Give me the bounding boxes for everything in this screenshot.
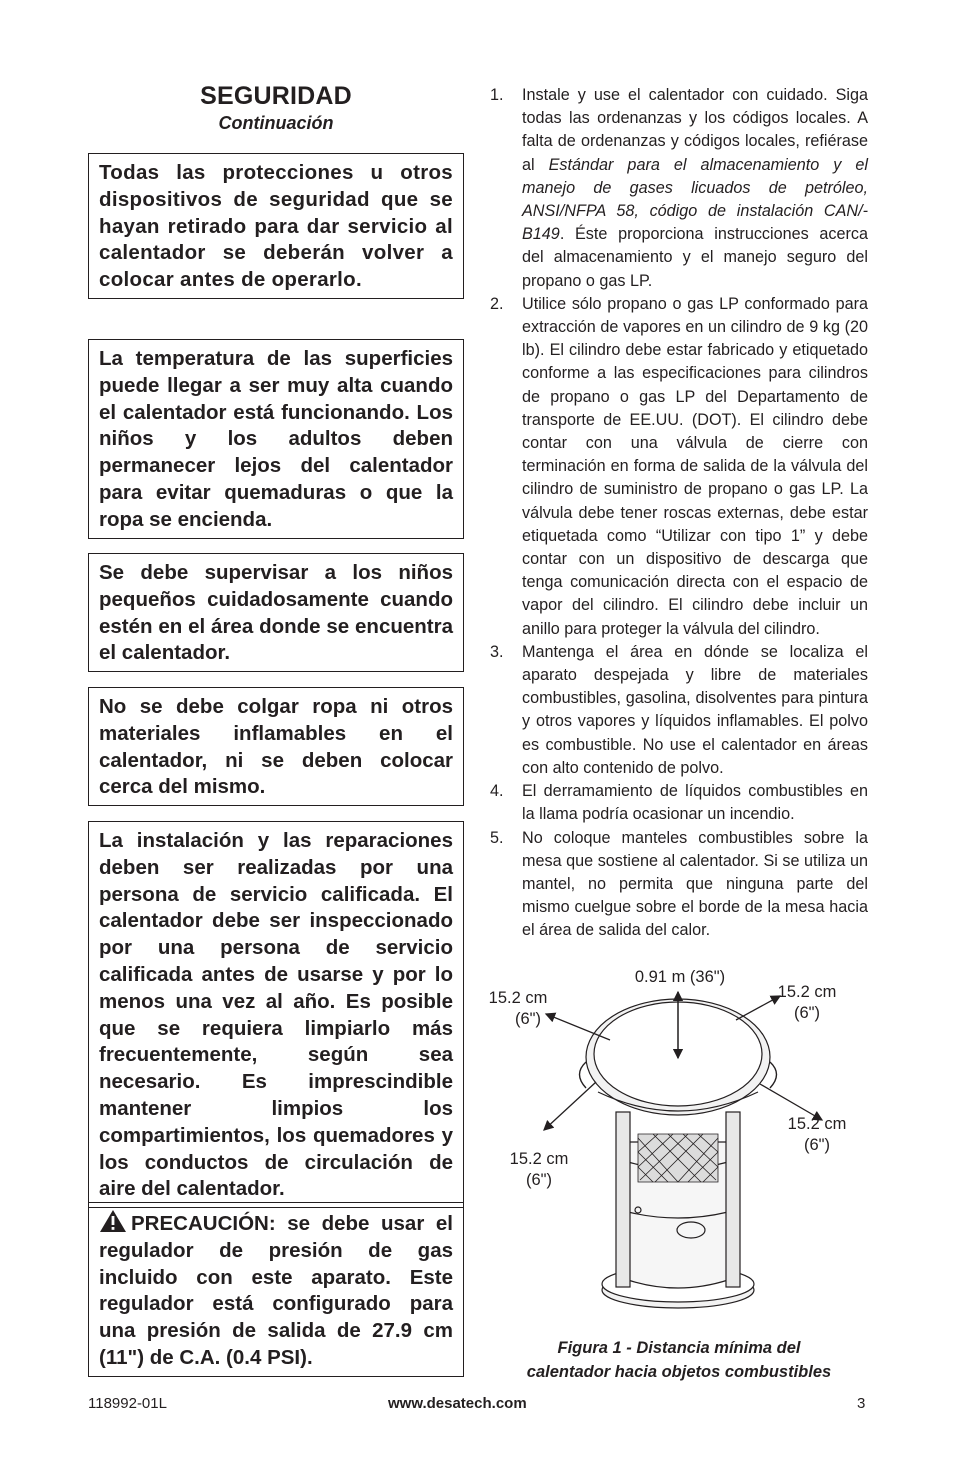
clearance-label-value: 15.2 cm [787,1115,847,1133]
warning-triangle-icon [99,1209,127,1233]
list-item [487,293,868,641]
list-item-text-end: . Éste proporciona instrucciones acerca del almacenamiento y el manejo seguro del propano o gas LP. [522,225,868,290]
safety-box-service [88,821,464,1208]
list-item-number: 1. [490,86,504,104]
safety-box-text: Todas las protecciones u otros dispositivos de seguridad que se hayan retirado para dar servicio al calentador se deberán volver a colocar antes de operarlo. [99,161,453,292]
page-number: 3 [857,1395,866,1412]
clearance-label-value: 15.2 cm [777,983,837,1001]
figure-caption [480,1336,878,1384]
list-item [487,780,868,826]
clearance-label-value: 15.2 cm [488,989,548,1007]
page-title: SEGURIDAD [200,82,352,110]
clearance-label-inches: (6") [803,1136,831,1154]
safety-box-text: La temperatura de las superficies puede llegar a ser muy alta cuando el calentador está funcionando. Los niños y los adultos deben permanecer lejos del calentador para evitar quemaduras o que la ropa se encienda. [99,347,453,531]
list-item-text: Utilice sólo propano o gas LP conformado para extracción de vapores en un cilindro de 9 kg (20 lb). El cilindro debe estar fabricado y etiquetado conforme a las especificaciones para cilindros de propano o gas LP del Departamento de transporte de EE.UU. (DOT). El cilindro debe contar con una válvula de cierre con terminación en forma de salida de la válvula del cilindro de suministro de propano o gas LP. La válvula debe tener roscas externas, debe estar etiquetada como “Utilizar con tipo 1” y debe contar con un dispositivo de descarga que tenga comunicación directa con el espacio de vapor del cilindro. El cilindro debe incluir un anillo para proteger la válvula del cilindro. [522,294,868,638]
website-link[interactable]: www.desatech.com [388,1395,527,1412]
document-number: 118992-01L [88,1395,167,1412]
list-item-text: Instale y use el calentador con cuidado. Siga todas las ordenanzas y los códigos locales. A falta de ordenanzas y códigos locales, refiérase al [522,86,868,174]
rules-column [487,84,868,943]
list-item-number: 4. [490,782,504,801]
list-item-text: No coloque manteles combustibles sobre la mesa que sostiene al calentador. Si se utiliza un mantel, no permita que ninguna parte del mismo cuelgue sobre el borde de la mesa hacia el área de salida del calor. [522,828,868,940]
clearance-label-inches: (6") [514,1010,542,1028]
list-item-number: 5. [490,828,504,847]
clearance-label-top: 0.91 m (36") [634,968,726,986]
figure-caption-line: Figura 1 - Distancia mínima del [557,1339,801,1357]
list-item-text: Mantenga el área en dónde se localiza el aparato despejada y libre de materiales combustibles, gasolina, disolventes para pintura y otros vapores y líquidos inflamables. El polvo es combustible. No use el calentador en áreas con alto contenido de polvo. [522,642,868,777]
list-item-number: 2. [490,294,504,313]
list-item-number: 3. [490,642,504,661]
list-item-italic: Estándar para el almacenamiento y el manejo de gases licuados de petróleo, ANSI/NFPA 58, código de instalación CAN/-B149 [522,155,868,244]
list-item [487,827,868,943]
safety-box-text: La instalación y las reparaciones deben ser realizadas por una persona de servicio calificada. El calentador debe ser inspeccionado por una persona de servicio calificada antes de usarse y por lo menos una vez al año. Es posible que se requiera limpiarlo más frecuentemente, según sea necesario. Es imprescindible mantener limpios los compartimientos, los quemadores y los conductos de circulación de aire del calentador. [99,829,453,1201]
clearance-label-inches: (6") [525,1171,553,1189]
figure-caption-line: calentador hacia objetos combustibles [526,1363,832,1381]
clearance-label-value: 15.2 cm [509,1150,569,1168]
clearance-label-inches: (6") [793,1004,821,1022]
list-item [487,641,868,780]
clearance-label-lower-left [500,1149,578,1191]
safety-box-text: No se debe colgar ropa ni otros materiales inflamables en el calentador, ni se deben colocar cerca del mismo. [99,695,453,799]
safety-box-children [88,553,464,672]
safety-box-hot-surfaces [88,339,464,539]
clearance-label-mid-right [778,1114,856,1156]
clearance-figure [478,962,878,1362]
clearance-label-upper-left [478,988,558,1030]
clearance-label-upper-right [768,982,846,1024]
page-subtitle: Continuación [218,113,334,133]
safety-box-text: Se debe supervisar a los niños pequeños cuidadosamente cuando estén en el área donde se encuentra el calentador. [99,561,453,665]
section-header [88,84,464,134]
safety-box-flammables [88,687,464,806]
caution-text: PRECAUCIÓN: se debe usar el regulador de presión de gas incluido con este aparato. Este regulador está configurado para una presión de salida de 27.9 cm (11") de C.A. (0.4 PSI). [99,1212,453,1369]
safety-rules-list [487,84,868,943]
safety-box-guards [88,153,464,299]
caution-box [88,1202,464,1377]
list-item-text: El derramamiento de líquidos combustibles en la llama podría ocasionar un incendio. [522,782,868,824]
list-item [487,84,868,293]
